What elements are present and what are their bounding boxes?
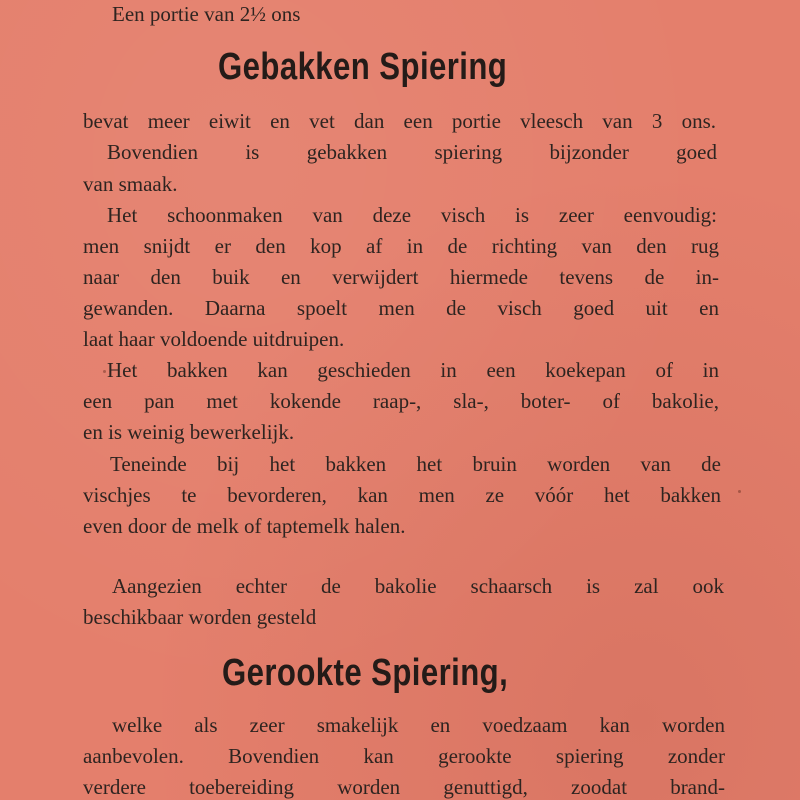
body-line: men snijdt er den kop af in de richting van den rug: [83, 234, 719, 258]
heading-gebakken-spiering: Gebakken Spiering: [218, 46, 508, 88]
body-line: en is weinig bewerkelijk.: [83, 420, 295, 444]
body-line: laat haar voldoende uitdruipen.: [83, 327, 345, 351]
body-line: beschikbaar worden gesteld: [83, 605, 317, 629]
body-line: welke als zeer smakelijk en voedzaam kan worden: [112, 713, 725, 737]
body-line: een pan met kokende raap-, sla-, boter- of bakolie,: [83, 389, 719, 413]
body-line: Bovendien is gebakken spiering bijzonder goed: [107, 140, 717, 164]
body-line: vischjes te bevorderen, kan men ze vóór het bakken: [83, 483, 721, 507]
body-line: naar den buik en verwijdert hiermede tevens de in-: [83, 265, 719, 289]
intro-line: Een portie van 2½ ons: [112, 2, 301, 26]
body-line: aanbevolen. Bovendien kan gerookte spiering zonder: [83, 744, 725, 768]
body-line: Aangezien echter de bakolie schaarsch is zal ook: [112, 574, 724, 598]
body-line: verdere toebereiding worden genuttigd, zoodat brand-: [83, 775, 725, 799]
heading-gerookte-spiering: Gerookte Spiering,: [222, 652, 509, 694]
paper-speck: [738, 490, 741, 493]
body-line: even door de melk of taptemelk halen.: [83, 514, 406, 538]
body-line: Teneinde bij het bakken het bruin worden van de: [110, 452, 721, 476]
body-line: Het schoonmaken van deze visch is zeer eenvoudig:: [107, 203, 717, 227]
body-line: van smaak.: [83, 172, 178, 196]
body-line: bevat meer eiwit en vet dan een portie vleesch van 3 ons.: [83, 109, 716, 133]
body-line: Het bakken kan geschieden in een koekepan of in: [107, 358, 719, 382]
paper-speck: [103, 370, 106, 373]
body-line: gewanden. Daarna spoelt men de visch goed uit en: [83, 296, 719, 320]
